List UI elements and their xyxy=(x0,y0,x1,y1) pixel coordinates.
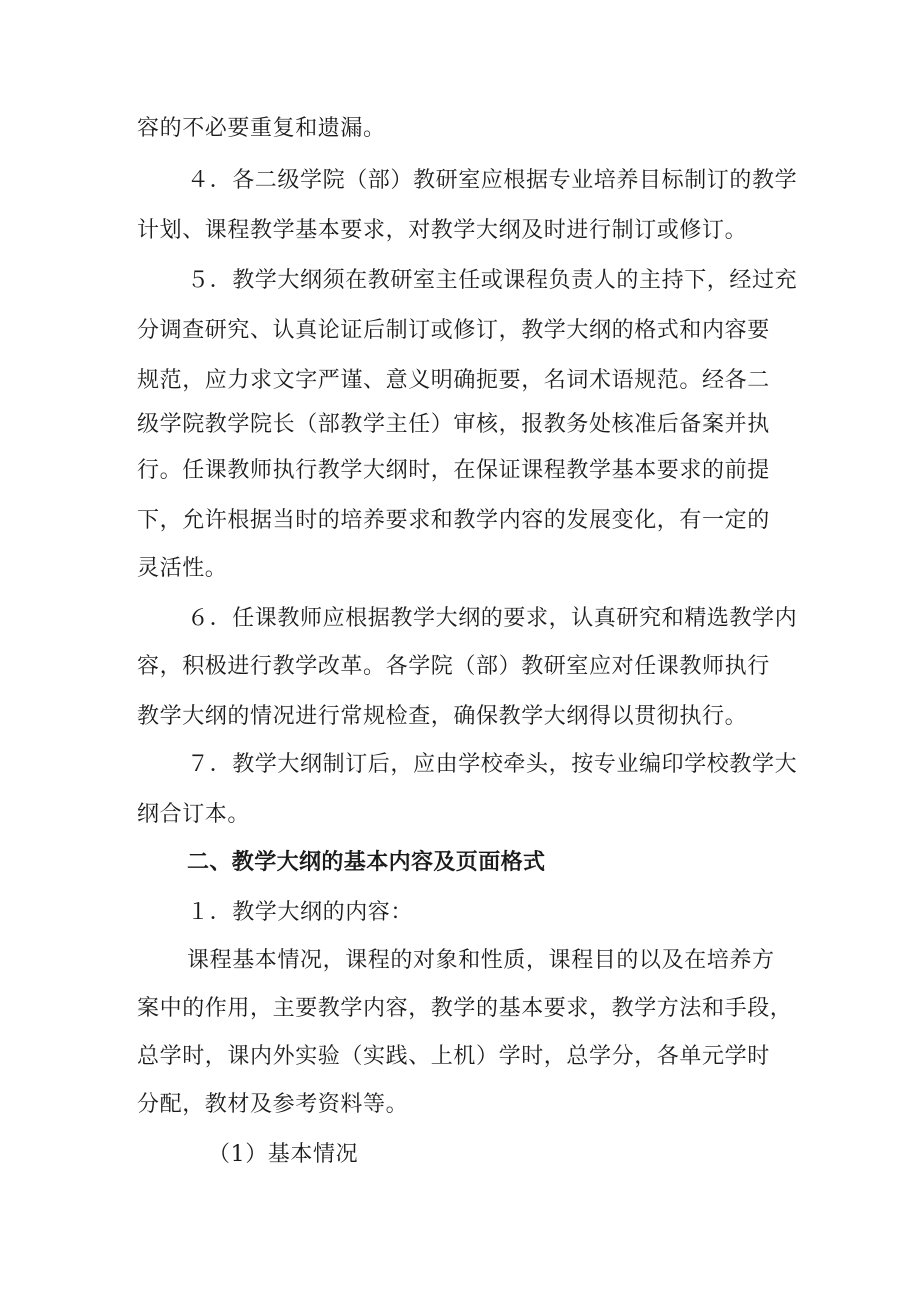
paragraph-line: 分配，教材及参考资料等。 xyxy=(137,1092,409,1117)
paragraph-line: １．教学大纲的内容： xyxy=(187,900,414,925)
paragraph-line: ７．教学大纲制订后，应由学校牵头，按专业编印学校教学大 xyxy=(187,752,798,777)
paragraph-line: 分调查研究、认真论证后制订或修订，教学大纲的格式和内容要 xyxy=(137,318,770,343)
paragraph-line: ５．教学大纲须在教研室主任或课程负责人的主持下，经过充 xyxy=(187,268,798,293)
subsection-heading: （1）基本情况 xyxy=(208,1142,359,1167)
paragraph-line: 灵活性。 xyxy=(137,556,228,581)
paragraph-line: ６．任课教师应根据教学大纲的要求，认真研究和精选教学内 xyxy=(187,606,798,631)
paragraph-line: 案中的作用，主要教学内容，教学的基本要求，教学方法和手段， xyxy=(137,996,793,1021)
paragraph-line: 总学时，课内外实验（实践、上机）学时，总学分，各单元学时 xyxy=(137,1044,770,1069)
paragraph-line: 教学大纲的情况进行常规检查，确保教学大纲得以贯彻执行。 xyxy=(137,704,748,729)
paragraph-line: 课程基本情况，课程的对象和性质，课程目的以及在培养方 xyxy=(187,948,775,973)
paragraph-line: ４．各二级学院（部）教研室应根据专业培养目标制订的教学 xyxy=(187,168,798,193)
paragraph-line: 容，积极进行教学改革。各学院（部）教研室应对任课教师执行 xyxy=(137,654,770,679)
paragraph-line: 规范，应力求文字严谨、意义明确扼要，名词术语规范。经各二 xyxy=(137,368,770,393)
paragraph-line: 计划、课程教学基本要求，对教学大纲及时进行制订或修订。 xyxy=(137,218,748,243)
section-heading: 二、教学大纲的基本内容及页面格式 xyxy=(187,850,546,875)
paragraph-line: 级学院教学院长（部教学主任）审核，报教务处核准后备案并执 xyxy=(137,412,770,437)
paragraph-line: 下，允许根据当时的培养要求和教学内容的发展变化，有一定的 xyxy=(137,508,770,533)
paragraph-line: 容的不必要重复和遗漏。 xyxy=(137,116,386,141)
paragraph-line: 纲合订本。 xyxy=(137,802,251,827)
paragraph-line: 行。任课教师执行教学大纲时，在保证课程教学基本要求的前提 xyxy=(137,458,770,483)
